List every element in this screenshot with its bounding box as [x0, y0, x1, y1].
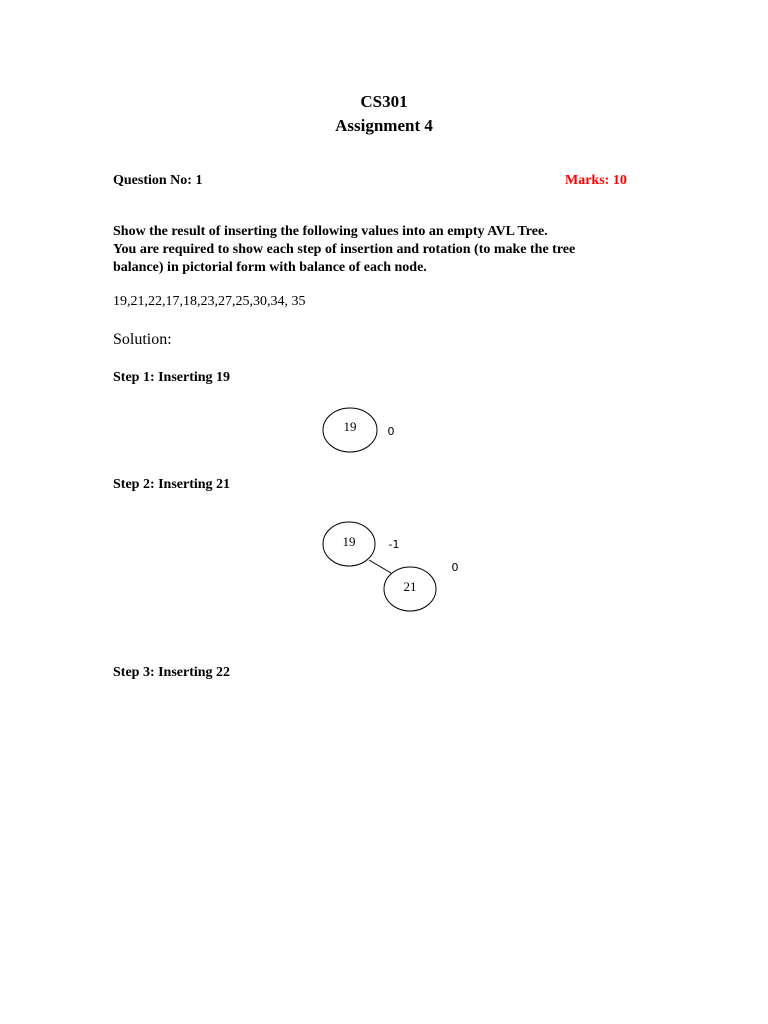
values-list: 19,21,22,17,18,23,27,25,30,34, 35 [113, 294, 306, 309]
node-balance: 0 [451, 561, 459, 574]
course-title: CS301 [360, 92, 408, 111]
step-1-tree [323, 408, 395, 452]
instruction-line-3: balance) in pictorial form with balance of each node. [113, 260, 427, 275]
marks-label: Marks: 10 [565, 173, 627, 188]
instruction-line-1: Show the result of inserting the following values into an empty AVL Tree. [113, 224, 548, 239]
step-2-label: Step 2: Inserting 21 [113, 477, 231, 492]
tree-edge [369, 560, 391, 573]
node-balance: -1 [388, 538, 400, 551]
node-balance: 0 [387, 425, 395, 438]
node-value: 21 [403, 579, 417, 594]
step-2-tree [323, 522, 459, 611]
solution-heading: Solution: [113, 331, 172, 348]
instruction-line-2: You are required to show each step of insertion and rotation (to make the tree [113, 242, 576, 257]
step-3-label: Step 3: Inserting 22 [113, 665, 231, 680]
node-value: 19 [343, 419, 357, 434]
assignment-title: Assignment 4 [335, 116, 433, 135]
question-label: Question No: 1 [113, 173, 203, 188]
step-1-label: Step 1: Inserting 19 [113, 370, 231, 385]
node-value: 19 [342, 534, 356, 549]
